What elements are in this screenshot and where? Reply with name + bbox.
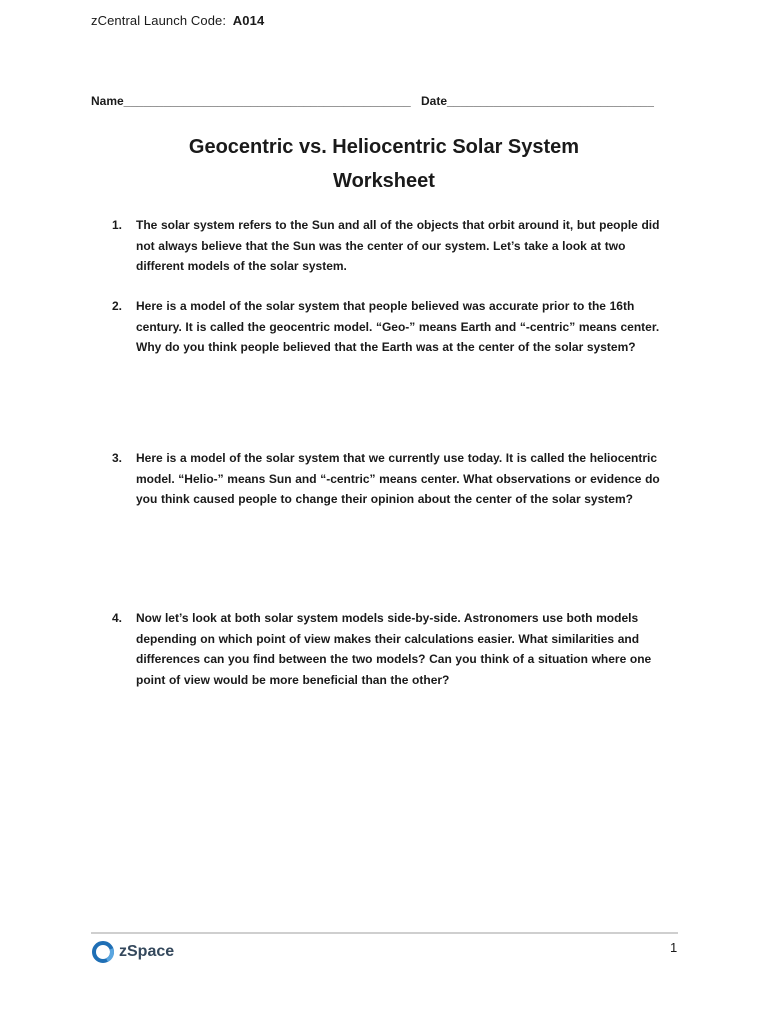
question-item: [112, 215, 677, 277]
zspace-ring-icon: [91, 940, 115, 964]
page-title: Geocentric vs. Heliocentric Solar System: [188, 136, 580, 158]
footer-divider: [91, 932, 678, 934]
question-item: [112, 296, 677, 358]
footer-logo: [91, 939, 174, 965]
launch-code-label: zCentral Launch Code:: [91, 13, 227, 28]
question-number: 4.: [112, 611, 123, 625]
page-number: 1: [670, 940, 678, 955]
question-text: Here is a model of the solar system that we currently use today. It is called the heliocentric model. “Helio-” means Sun and “-centric” means center. What observations or evidence do you think caused people to change their opinion about the center of the solar system?: [136, 451, 660, 506]
launch-code-value: A014: [232, 13, 265, 28]
question-text: Now let’s look at both solar system models side-by-side. Astronomers use both models depending on which point of view makes their calculations easier. What similarities and differences can you find between the two models? Can you think of a situation where one point of view would be more beneficial than the other?: [136, 611, 652, 687]
question-item: [112, 448, 677, 510]
launch-code-header: [91, 13, 264, 28]
question-text: Here is a model of the solar system that people believed was accurate prior to the 16th century. It is called the geocentric model. “Geo-” means Earth and “-centric” means center. Why do you think people believed that the Earth was at the center of the solar system?: [136, 299, 660, 354]
page-subtitle: Worksheet: [333, 170, 435, 192]
name-date-line: [91, 94, 654, 108]
question-number: 3.: [112, 451, 123, 465]
question-text: The solar system refers to the Sun and all of the objects that orbit around it, but people did not always believe that the Sun was the center of our system. Let’s take a look at two different models of the solar system.: [136, 218, 660, 273]
name-field[interactable]: Name___________________________________________: [91, 94, 411, 108]
date-field[interactable]: Date_______________________________: [421, 94, 654, 108]
question-number: 1.: [112, 218, 123, 232]
footer-brand: zSpace: [119, 943, 175, 960]
question-number: 2.: [112, 299, 123, 313]
question-item: [112, 608, 677, 690]
